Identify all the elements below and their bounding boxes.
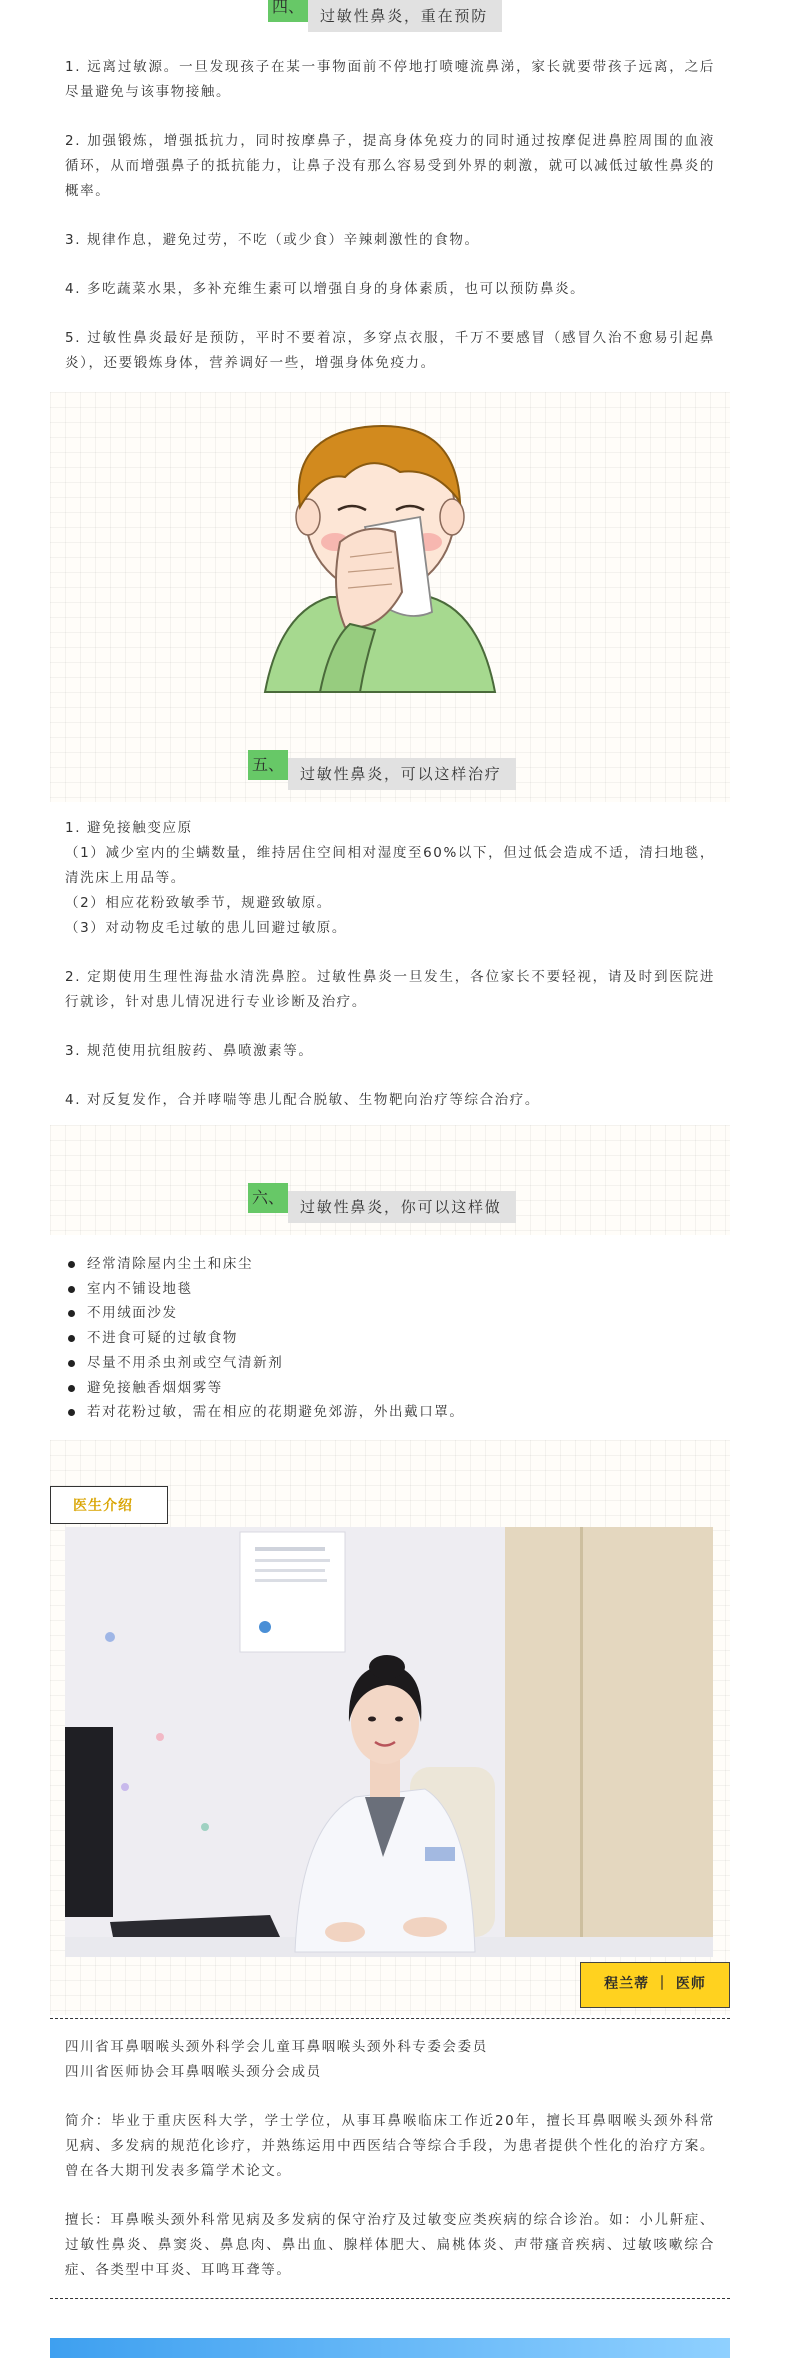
list-item: 经常清除屋内尘土和床尘 <box>65 1252 715 1277</box>
section-5-line: （1）减少室内的尘螨数量，维持居住空间相对湿度至60%以下，但过低会造成不适，清扫地毯，清洗床上用品等。 <box>65 845 715 886</box>
divider-top <box>50 2018 730 2019</box>
doctor-skill: 擅长：耳鼻喉头颈外科常见病及多发病的保守治疗及过敏变应类疾病的综合诊治。如：小儿鼾症、过敏性鼻炎、鼻窦炎、鼻息肉、鼻出血、腺样体肥大、扁桃体炎、声带瘙音疾病、过敏咳嗽综合症、各类型中耳炎、耳鸣耳聋等。 <box>65 2212 715 2278</box>
doctor-title-2: 四川省医师协会耳鼻咽喉头颈分会成员 <box>65 2064 322 2080</box>
list-item: 不用绒面沙发 <box>65 1301 715 1326</box>
section-6-number: 六、 <box>248 1183 288 1213</box>
doctor-name-tag <box>580 1962 730 2008</box>
footer-banner <box>50 2338 730 2358</box>
section-6-title: 过敏性鼻炎，你可以这样做 <box>288 1191 516 1223</box>
section-5-title: 过敏性鼻炎，可以这样治疗 <box>288 758 516 790</box>
section-4-title: 过敏性鼻炎，重在预防 <box>308 0 502 32</box>
tips-list <box>65 1252 715 1425</box>
section-5-para-4: 4. 对反复发作，合并哮喘等患儿配合脱敏、生物靶向治疗等综合治疗。 <box>65 1092 540 1108</box>
section-6-body <box>50 1252 730 1425</box>
list-item: 若对花粉过敏，需在相应的花期避免郊游，外出戴口罩。 <box>65 1400 715 1425</box>
doctor-name: 程兰蒂 ｜ 医师 <box>604 1976 706 1992</box>
doctor-title-1: 四川省耳鼻咽喉头颈外科学会儿童耳鼻咽喉头颈外科专委会委员 <box>65 2039 488 2055</box>
section-5-header <box>248 750 538 786</box>
list-item: 不进食可疑的过敏食物 <box>65 1326 715 1351</box>
section-4-para-2: 2. 加强锻炼，增强抵抗力，同时按摩鼻子，提高身体免疫力的同时通过按摩促进鼻腔周围的血液循环，从而增强鼻子的抵抗能力，让鼻子没有那么容易受到外界的刺激，就可以减低过敏性鼻炎的概率。 <box>65 133 715 199</box>
divider-bottom <box>50 2298 730 2299</box>
list-item: 室内不铺设地毯 <box>65 1277 715 1302</box>
doctor-bio: 简介：毕业于重庆医科大学，学士学位，从事耳鼻喉临床工作近20年，擅长耳鼻咽喉头颈外科常见病、多发病的规范化诊疗，并熟练运用中西医结合等综合手段，为患者提供个性化的治疗方案。曾在各大期刊发表多篇学术论文。 <box>65 2113 715 2179</box>
section-4-para-3: 3. 规律作息，避免过劳，不吃（或少食）辛辣刺激性的食物。 <box>65 232 480 248</box>
section-5-line: （2）相应花粉致敏季节，规避致敏原。 <box>65 895 332 911</box>
section-4-body <box>50 55 730 376</box>
section-4-para-4: 4. 多吃蔬菜水果，多补充维生素可以增强自身的身体素质，也可以预防鼻炎。 <box>65 281 586 297</box>
section-5-number: 五、 <box>248 750 288 780</box>
list-item: 避免接触香烟烟雾等 <box>65 1376 715 1401</box>
section-5-body <box>50 816 730 1113</box>
section-5-line: 1. 避免接触变应原 <box>65 820 193 836</box>
section-6-header <box>248 1183 538 1219</box>
section-4-para-1: 1. 远离过敏源。一旦发现孩子在某一事物面前不停地打喷嚏流鼻涕，家长就要带孩子远离，之后尽量避免与该事物接触。 <box>65 59 715 100</box>
sneezing-child-illustration <box>170 392 590 712</box>
illustration-panel <box>50 392 730 802</box>
doctor-info <box>50 2035 730 2283</box>
section-4-para-5: 5. 过敏性鼻炎最好是预防，平时不要着凉，多穿点衣服，千万不要感冒（感冒久治不愈易引起鼻炎），还要锻炼身体，营养调好一些，增强身体免疫力。 <box>65 330 715 371</box>
list-item: 尽量不用杀虫剂或空气清新剂 <box>65 1351 715 1376</box>
section-5-para-2: 2. 定期使用生理性海盐水清洗鼻腔。过敏性鼻炎一旦发生，各位家长不要轻视，请及时到医院进行就诊，针对患儿情况进行专业诊断及治疗。 <box>65 969 715 1010</box>
doctor-photo <box>65 1527 713 1957</box>
doctor-tag-label: 医生介绍 <box>73 1498 133 1514</box>
section-4-header <box>268 0 518 28</box>
section-5-line: （3）对动物皮毛过敏的患儿回避过敏原。 <box>65 920 347 936</box>
doctor-tag <box>50 1486 168 1524</box>
section-5-para-3: 3. 规范使用抗组胺药、鼻喷激素等。 <box>65 1043 314 1059</box>
section-4-number: 四、 <box>268 0 308 22</box>
